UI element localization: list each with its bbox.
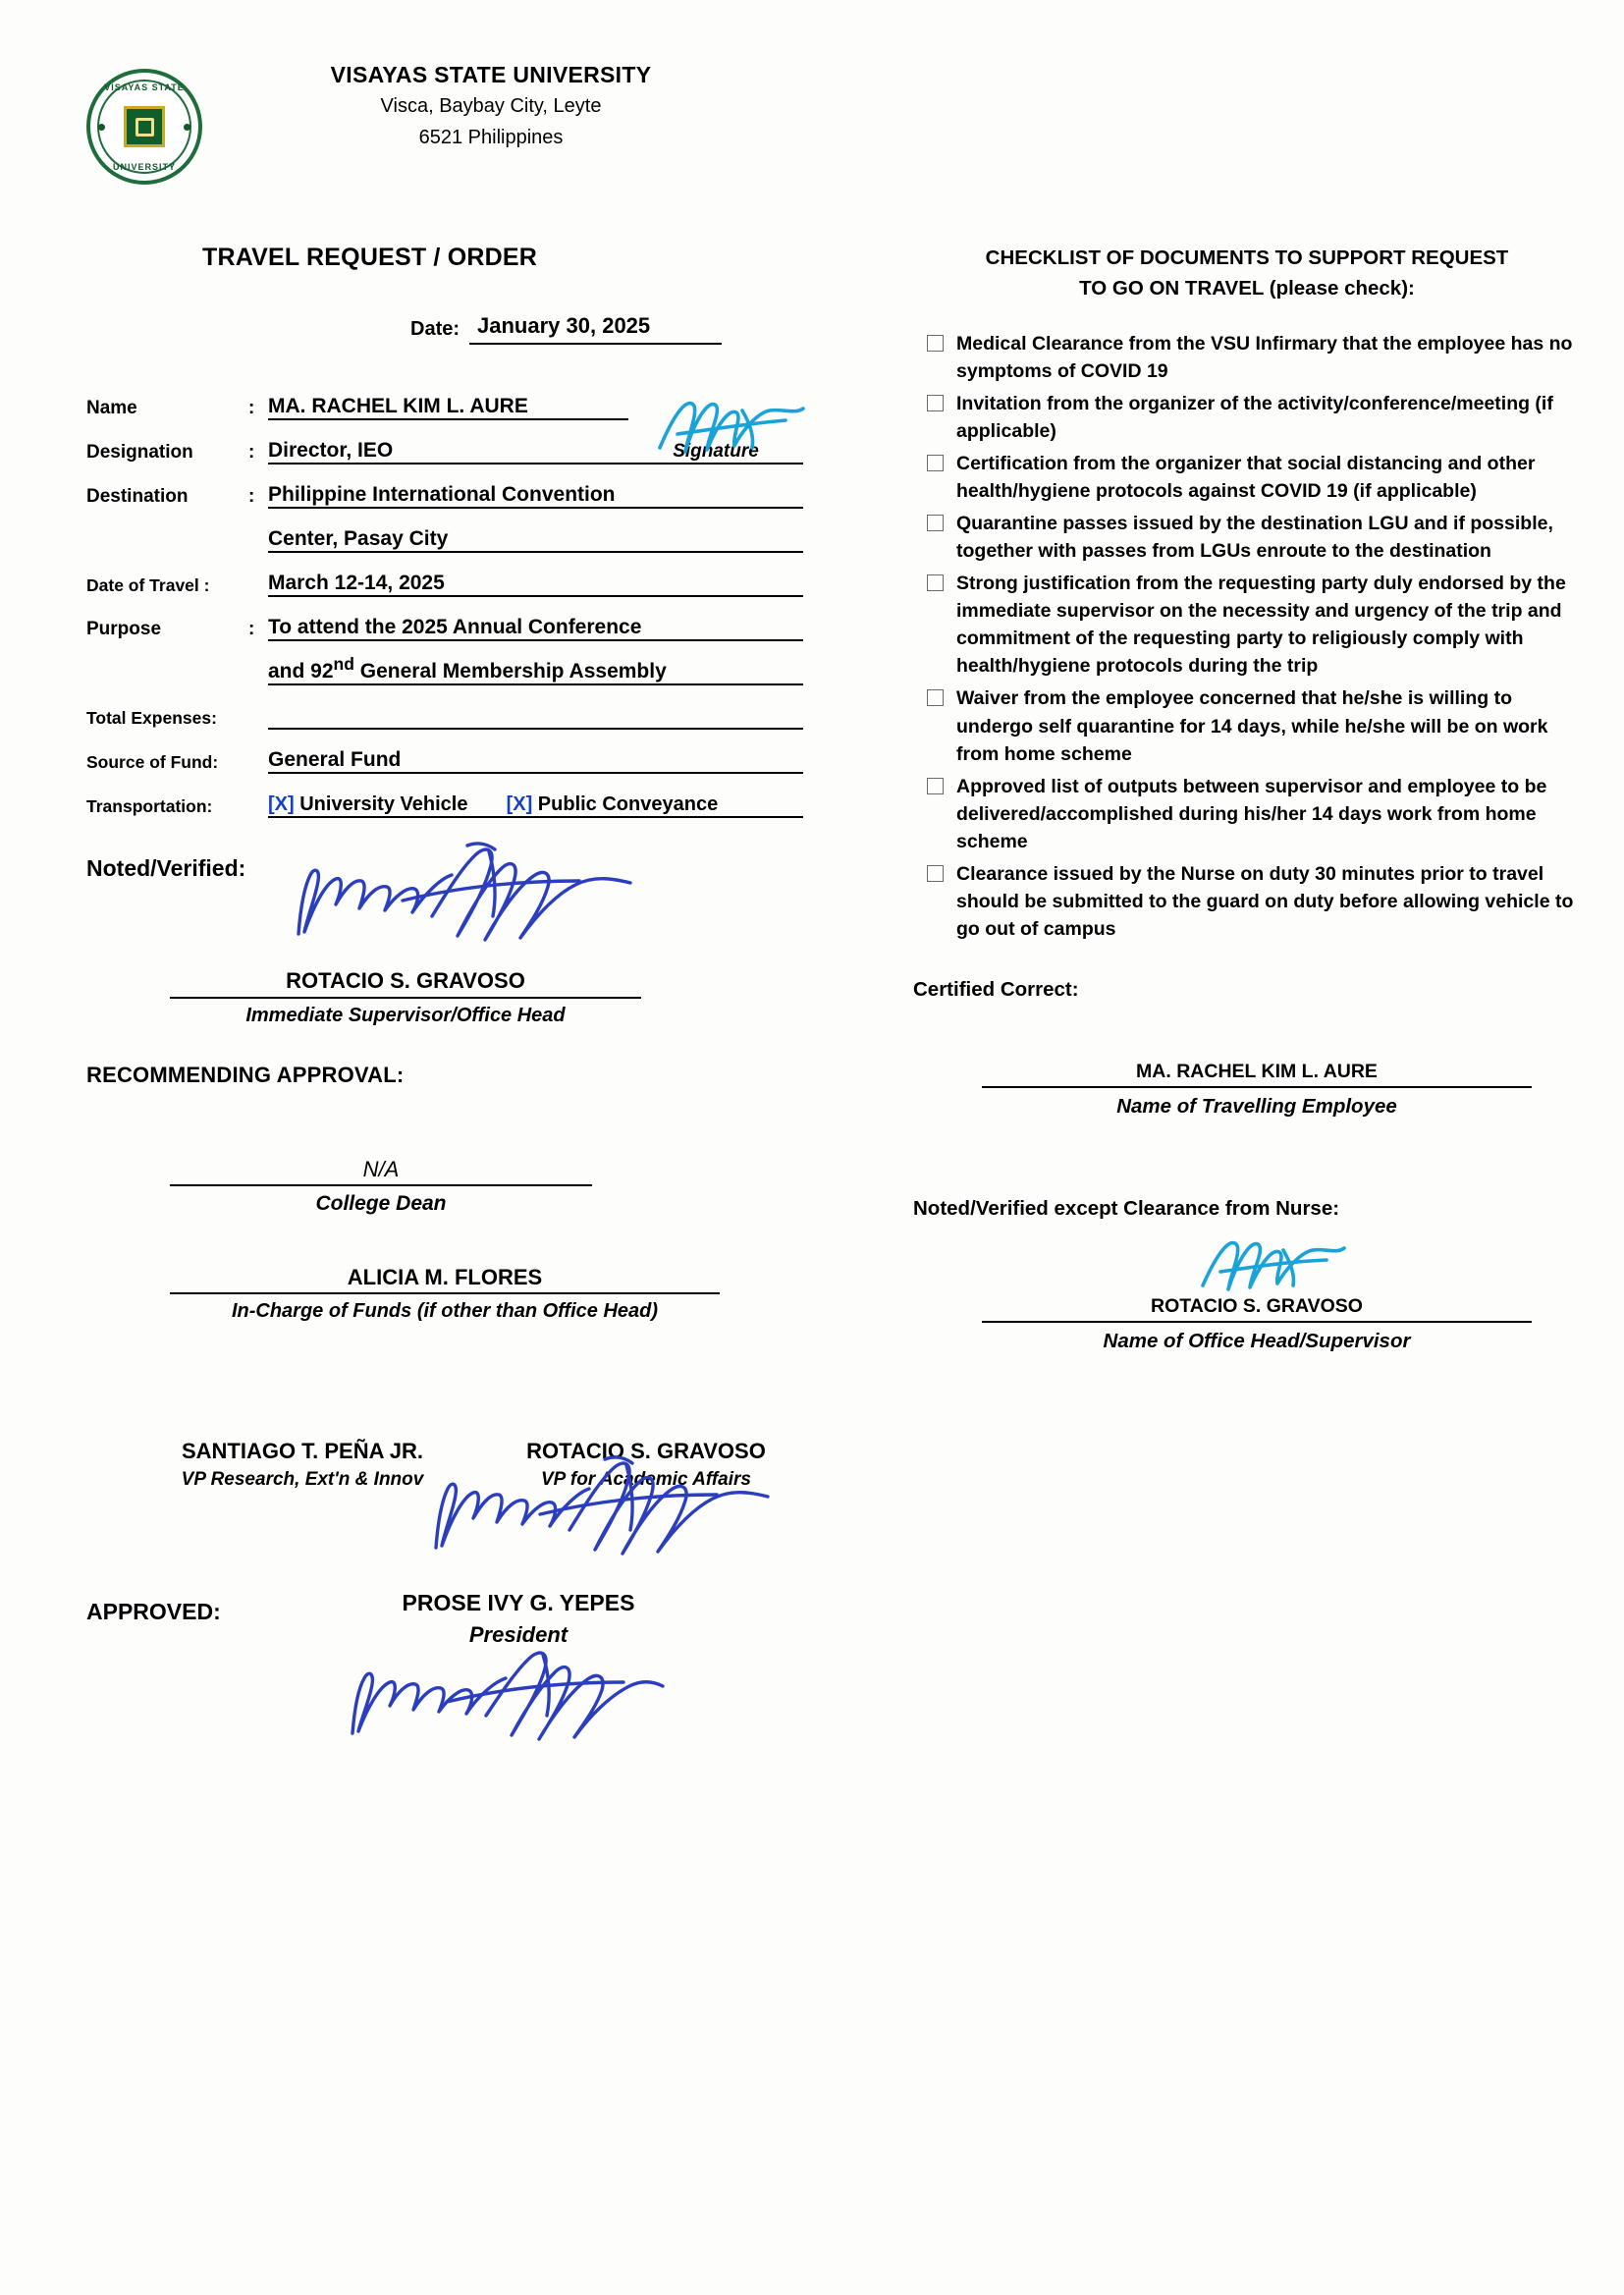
seal-bottom-text: UNIVERSITY bbox=[112, 162, 176, 172]
field-row-transportation bbox=[86, 773, 803, 817]
vp-academic-block bbox=[489, 1439, 803, 1491]
checkbox-icon[interactable] bbox=[927, 395, 944, 411]
designation-label: Designation bbox=[86, 442, 193, 463]
vp-academic-name: ROTACIO S. GRAVOSO bbox=[526, 1439, 766, 1463]
name-label: Name bbox=[86, 398, 137, 418]
list-item[interactable] bbox=[913, 773, 1581, 855]
checklist-item-text: Certification from the organizer that social distancing and other health/hygiene protocols against COVID 19 (if applicable) bbox=[956, 452, 1536, 502]
noted-verified-label: Noted/Verified: bbox=[86, 855, 246, 881]
recommending-approval-label: RECOMMENDING APPROVAL: bbox=[86, 1063, 405, 1087]
office-head-caption: Name of Office Head/Supervisor bbox=[1103, 1330, 1411, 1353]
university-vehicle-label: University Vehicle bbox=[299, 793, 468, 815]
university-identity bbox=[236, 61, 746, 152]
funds-incharge-caption: In-Charge of Funds (if other than Office Head) bbox=[231, 1300, 659, 1322]
university-name: VISAYAS STATE UNIVERSITY bbox=[330, 62, 652, 87]
checklist-item-text: Quarantine passes issued by the destination LGU and if possible, together with passes from LGUs enroute to the destination bbox=[956, 512, 1553, 563]
list-item[interactable] bbox=[913, 390, 1581, 445]
signature-president bbox=[339, 1645, 692, 1753]
funds-incharge-name: ALICIA M. FLORES bbox=[170, 1265, 720, 1294]
field-row-destination: Destination : Philippine International Convention bbox=[86, 464, 803, 508]
vp-research-caption: VP Research, Ext'n & Innov bbox=[181, 1469, 424, 1490]
college-dean-caption: College Dean bbox=[315, 1192, 447, 1215]
checkbox-icon[interactable] bbox=[927, 689, 944, 706]
purpose-value-line2: and 92nd General Membership Assembly bbox=[268, 640, 803, 684]
field-row-destination-cont bbox=[86, 508, 803, 552]
transportation-value bbox=[268, 773, 803, 817]
name-value: MA. RACHEL KIM L. AURE bbox=[268, 376, 628, 419]
checkbox-icon[interactable] bbox=[927, 455, 944, 471]
form-title: TRAVEL REQUEST / ORDER bbox=[202, 244, 538, 271]
date-value: January 30, 2025 bbox=[469, 313, 722, 345]
checkbox-icon[interactable] bbox=[927, 574, 944, 591]
vp-research-name: SANTIAGO T. PEÑA JR. bbox=[181, 1439, 424, 1463]
approved-label: APPROVED: bbox=[86, 1599, 221, 1624]
transportation-label: Transportation: bbox=[86, 796, 213, 816]
total-expenses-value bbox=[268, 684, 803, 729]
checkbox-icon[interactable] bbox=[927, 865, 944, 882]
vp-academic-caption: VP for Academic Affairs bbox=[540, 1469, 751, 1490]
purpose-label: Purpose bbox=[86, 619, 162, 639]
list-item[interactable] bbox=[913, 450, 1581, 505]
seal-top-text: VISAYAS STATE bbox=[104, 82, 185, 92]
public-conveyance-label: Public Conveyance bbox=[537, 793, 719, 815]
date-row bbox=[410, 313, 803, 345]
checklist-title bbox=[913, 244, 1581, 304]
date-of-travel-value: March 12-14, 2025 bbox=[268, 552, 803, 596]
field-row-designation: Designation : Director, IEO Signature bbox=[86, 419, 803, 464]
checklist-item-text: Medical Clearance from the VSU Infirmary that the employee has no symptoms of COVID 19 bbox=[956, 332, 1573, 382]
checklist-item-text: Strong justification from the requesting party duly endorsed by the immediate supervisor on the necessity and urgency of the trip and commitment of the requesting party to religiously comply with health/hygiene protocols during the trip bbox=[956, 573, 1566, 678]
field-row-purpose: Purpose : To attend the 2025 Annual Conference bbox=[86, 596, 803, 640]
checklist-panel bbox=[913, 244, 1581, 1353]
checklist-title-line2: TO GO ON TRAVEL (please check): bbox=[1079, 276, 1415, 300]
checklist-item-text: Waiver from the employee concerned that he/she is willing to undergo self quarantine for 14 days, while he/she will be on work from home scheme bbox=[956, 687, 1548, 765]
checklist-item-text: Approved list of outputs between supervisor and employee to be delivered/accomplished during his/her 14 days work from home scheme bbox=[956, 775, 1547, 852]
president-name: PROSE IVY G. YEPES bbox=[402, 1590, 635, 1615]
list-item[interactable] bbox=[913, 330, 1581, 385]
form-fields-table bbox=[86, 376, 803, 818]
president-title: President bbox=[468, 1622, 568, 1647]
source-of-fund-value: General Fund bbox=[268, 729, 803, 773]
president-block bbox=[312, 1590, 725, 1648]
office-head-name: ROTACIO S. GRAVOSO bbox=[982, 1295, 1532, 1323]
list-item[interactable] bbox=[913, 570, 1581, 680]
vp-research-block bbox=[145, 1439, 460, 1491]
field-row-date-of-travel bbox=[86, 552, 803, 596]
field-row-name: Name : MA. RACHEL KIM L. AURE bbox=[86, 376, 803, 419]
purpose-value-line1: To attend the 2025 Annual Conference bbox=[268, 596, 803, 640]
checkbox-icon[interactable] bbox=[927, 778, 944, 794]
field-row-source-of-fund bbox=[86, 729, 803, 773]
signature-label: Signature bbox=[628, 419, 803, 464]
supervisor-caption: Immediate Supervisor/Office Head bbox=[245, 1005, 566, 1026]
travel-request-form bbox=[86, 244, 803, 1648]
university-address-line1: Visca, Baybay City, Leyte bbox=[380, 94, 602, 117]
checklist-item-text: Clearance issued by the Nurse on duty 30 minutes prior to travel should be submitted to the guard on duty before allowing vehicle to go out of campus bbox=[956, 862, 1574, 941]
university-address-line2: 6521 Philippines bbox=[418, 126, 564, 148]
checklist-item-text: Invitation from the organizer of the activity/conference/meeting (if applicable) bbox=[956, 392, 1553, 442]
college-dean-value: N/A bbox=[170, 1157, 592, 1186]
destination-value-line1: Philippine International Convention bbox=[268, 464, 803, 508]
checklist-items bbox=[913, 330, 1581, 944]
designation-value: Director, IEO bbox=[268, 419, 628, 464]
checkbox-icon[interactable] bbox=[927, 515, 944, 531]
list-item[interactable] bbox=[913, 510, 1581, 565]
date-of-travel-label: Date of Travel : bbox=[86, 575, 210, 595]
date-label: Date: bbox=[410, 318, 460, 340]
supervisor-name: ROTACIO S. GRAVOSO bbox=[170, 968, 641, 999]
traveller-caption: Name of Travelling Employee bbox=[1116, 1095, 1397, 1119]
list-item[interactable] bbox=[913, 684, 1581, 767]
certified-correct-label: Certified Correct: bbox=[913, 978, 1079, 1002]
source-of-fund-label: Source of Fund: bbox=[86, 752, 219, 772]
checklist-title-line1: CHECKLIST OF DOCUMENTS TO SUPPORT REQUEST bbox=[985, 246, 1509, 269]
vp-signature-row bbox=[145, 1439, 803, 1491]
field-row-total-expenses bbox=[86, 684, 803, 729]
destination-value-line2: Center, Pasay City bbox=[268, 508, 803, 552]
destination-label: Destination bbox=[86, 486, 189, 507]
traveller-name: MA. RACHEL KIM L. AURE bbox=[982, 1061, 1532, 1088]
list-item[interactable] bbox=[913, 860, 1581, 943]
university-seal-icon bbox=[86, 69, 202, 185]
university-vehicle-checkbox[interactable]: [X] bbox=[268, 793, 295, 815]
public-conveyance-checkbox[interactable]: [X] bbox=[506, 793, 533, 815]
total-expenses-label: Total Expenses: bbox=[86, 708, 217, 728]
noted-except-label: Noted/Verified except Clearance from Nurse: bbox=[913, 1197, 1340, 1221]
checkbox-icon[interactable] bbox=[927, 335, 944, 352]
document-header bbox=[0, 61, 1624, 198]
field-row-purpose-cont bbox=[86, 640, 803, 684]
